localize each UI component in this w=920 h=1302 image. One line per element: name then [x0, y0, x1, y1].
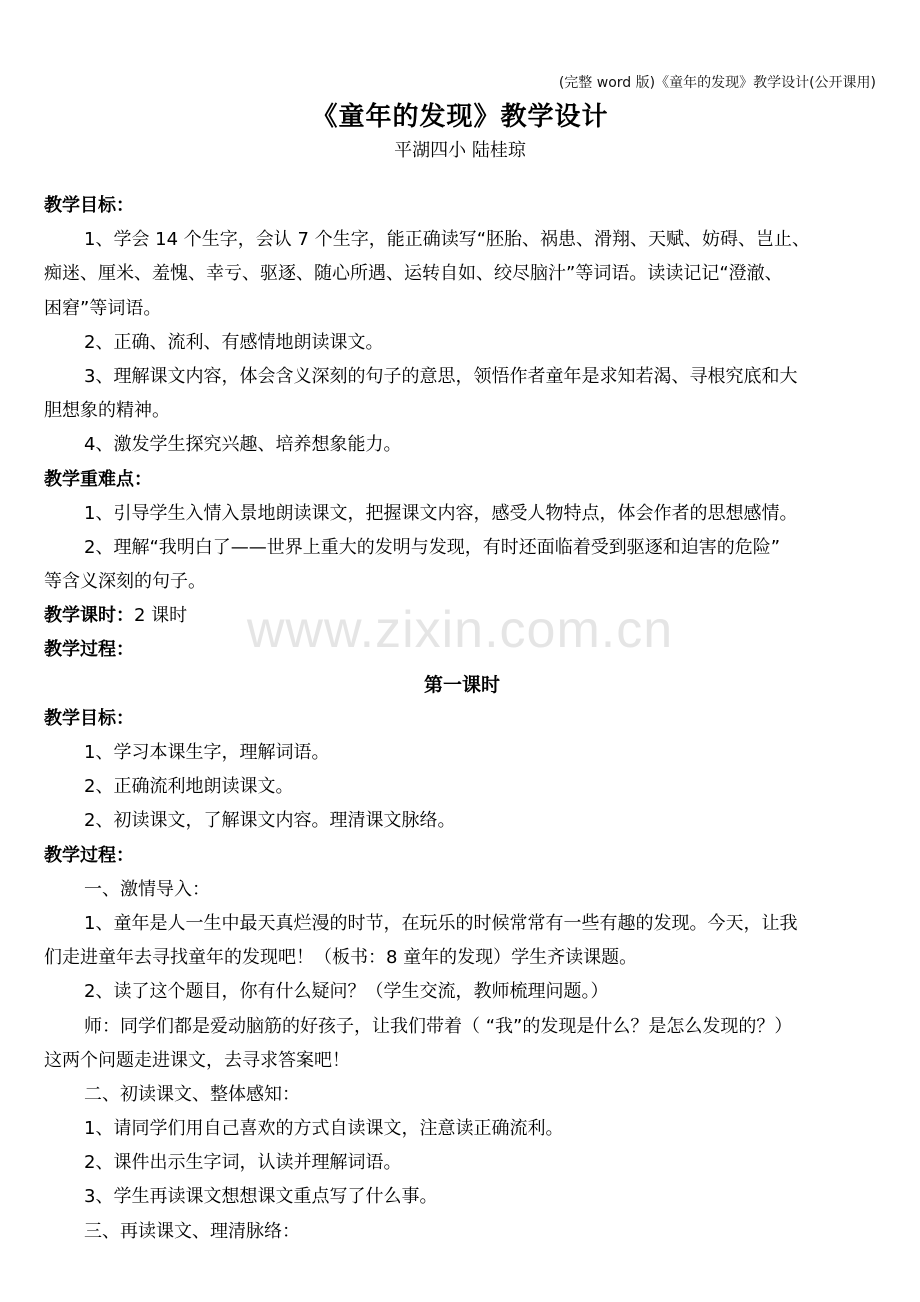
text-line: 3、理解课文内容，体会含义深刻的句子的意思，领悟作者童年是求知若渴、寻根究底和大 — [84, 365, 798, 387]
lesson-hours-label: 教学课时： — [44, 605, 134, 627]
text-line: 1、学习本课生字，理解词语。 — [84, 742, 330, 763]
text-line: 困窘”等词语。 — [44, 297, 162, 319]
watermark-text: www.zixin.com.cn — [246, 601, 674, 659]
text-line: 们走进童年去寻找童年的发现吧！（板书：8 童年的发现）学生齐读课题。 — [44, 947, 638, 969]
text-line: 2、正确、流利、有感情地朗读课文。 — [84, 331, 384, 353]
text-line: 2、初读课文，了解课文内容。理清课文脉络。 — [84, 810, 456, 832]
document-body — [44, 189, 880, 1249]
text-line: 1、请同学们用自己喜欢的方式自读课文，注意读正确流利。 — [84, 1118, 564, 1140]
text-line: 1、学会 14 个生字，会认 7 个生字，能正确读写“胚胎、祸患、滑翔、天赋、妨碍、岂止、 — [84, 229, 811, 251]
text-line: 1、童年是人一生中最天真烂漫的时节，在玩乐的时候常常有一些有趣的发现。今天，让我 — [84, 912, 798, 934]
text-line: 4、激发学生探究兴趣、培养想象能力。 — [84, 434, 402, 456]
text-line: 2、正确流利地朗读课文。 — [84, 776, 294, 798]
lesson-heading: 第一课时 — [423, 673, 500, 696]
text-line: 痴迷、厘米、羞愧、幸亏、驱逐、随心所遇、运转自如、绞尽脑汁”等词语。读读记记“澄澈、 — [44, 263, 783, 285]
text-line: 这两个问题走进课文，去寻求答案吧！ — [44, 1049, 350, 1071]
text-line: 师：同学们都是爱动脑筋的好孩子，让我们带着（ “我”的发现是什么？是怎么发现的？） — [84, 1015, 793, 1037]
text-line: 胆想象的精神。 — [44, 400, 170, 422]
section-heading: 教学过程： — [44, 844, 134, 866]
text-line: 2、读了这个题目，你有什么疑问？（学生交流，教师梳理问题。） — [84, 981, 609, 1003]
section-heading: 教学重难点： — [44, 468, 152, 490]
text-line: 二、初读课文、整体感知： — [84, 1083, 300, 1105]
text-line: 2、课件出示生字词，认读并理解词语。 — [84, 1152, 402, 1174]
text-line: 2、理解“我明白了——世界上重大的发明与发现，有时还面临着受到驱逐和迫害的危险” — [84, 536, 781, 558]
text-line: 1、引导学生入情入景地朗读课文，把握课文内容，感受人物特点，体会作者的思想感情。 — [84, 502, 798, 524]
text-line: 一、激情导入： — [84, 878, 210, 900]
author-line: 平湖四小 陆桂琼 — [394, 140, 526, 161]
header-note: (完整 word 版)《童年的发现》教学设计(公开课用) — [558, 75, 876, 91]
section-heading: 教学目标： — [44, 195, 134, 216]
lesson-hours — [44, 599, 880, 633]
document-title: 《童年的发现》教学设计 — [311, 102, 609, 132]
lesson-hours-value: 2 课时 — [134, 605, 188, 627]
section-heading: 教学目标： — [44, 707, 134, 729]
text-line: 三、再读课文、理清脉络： — [84, 1220, 300, 1242]
section-heading: 教学过程： — [44, 639, 134, 661]
text-line: 等含义深刻的句子。 — [44, 571, 206, 593]
text-line: 3、学生再读课文想想课文重点写了什么事。 — [84, 1186, 438, 1208]
